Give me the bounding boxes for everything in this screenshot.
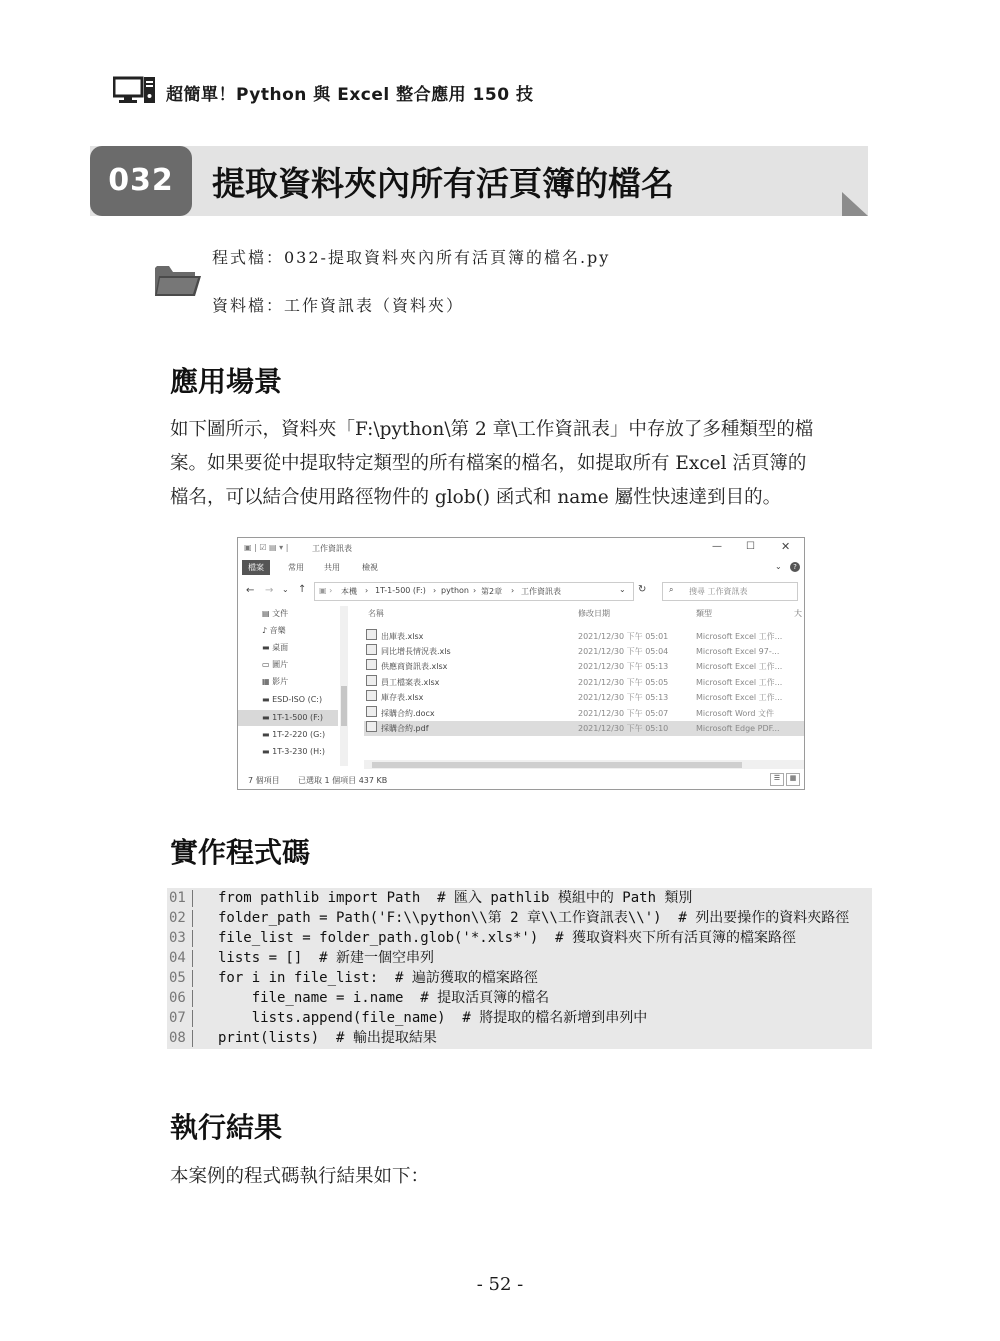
window-title: 工作資訊表: [312, 544, 352, 553]
scenario-heading: 應用場景: [170, 365, 283, 398]
scenario-line: 檔名，可以結合使用路徑物件的 glob() 函式和 name 屬性快速達到目的。: [170, 487, 782, 508]
address-dropdown-icon[interactable]: ⌄: [619, 585, 626, 594]
excel-file-icon: [366, 690, 377, 701]
explorer-window: [237, 537, 805, 790]
status-selection: 已選取 1 個項目 437 KB: [298, 776, 388, 785]
scenario-line: 案。如果要從中提取特定類型的所有檔案的檔名，如提取所有 Excel 活頁簿的: [170, 453, 807, 474]
details-view-icon[interactable]: ☰: [770, 773, 784, 786]
nav-item-videos[interactable]: ▦ 影片: [262, 677, 289, 686]
breadcrumb-item[interactable]: 本機: [341, 587, 357, 596]
close-icon[interactable]: ✕: [781, 540, 791, 553]
ribbon-expand-icon[interactable]: ⌄: [775, 562, 782, 571]
search-placeholder: 搜尋 工作資訊表: [689, 587, 748, 596]
data-file: 資料檔：工作資訊表（資料夾）: [212, 296, 465, 315]
tab-home[interactable]: 常用: [288, 563, 304, 572]
code-line: 02 folder_path = Path('F:\\python\\第 2 章\\工作資訊表\\') # 列出要操作的資料夾路徑: [169, 910, 850, 926]
forward-icon[interactable]: →: [265, 585, 274, 596]
code-line: 06 file_name = i.name # 提取活頁簿的檔名: [169, 990, 550, 1006]
page-number: - 52 -: [476, 1274, 524, 1295]
quick-access-toolbar[interactable]: ▣ | ☑ ▤ ▾ |: [244, 543, 289, 552]
file-row[interactable]: 供應商資訊表.xlsx 2021/12/30 下午 05:13 Microsoft Excel 工作...: [364, 659, 805, 674]
search-icon: ⌕: [669, 585, 674, 594]
program-file: 程式檔：032-提取資料夾內所有活頁簿的檔名.py: [212, 248, 611, 267]
search-box[interactable]: [662, 582, 798, 601]
section-title: 提取資料夾內所有活頁簿的檔名: [212, 164, 674, 203]
file-row-selected[interactable]: 採購合約.pdf 2021/12/30 下午 05:10 Microsoft Edge PDF...: [364, 721, 805, 736]
recent-icon[interactable]: ⌄: [282, 585, 289, 594]
column-type[interactable]: 類型: [696, 609, 712, 618]
code-heading: 實作程式碼: [170, 836, 311, 869]
file-row[interactable]: 採購合約.docx 2021/12/30 下午 05:07 Microsoft Word 文件: [364, 706, 805, 721]
section-number: 032: [90, 146, 192, 216]
nav-scrollbar[interactable]: [340, 606, 348, 766]
result-heading: 執行結果: [170, 1111, 283, 1144]
maximize-icon[interactable]: ☐: [746, 541, 755, 552]
large-icons-view-icon[interactable]: ▦: [786, 773, 800, 786]
tab-share[interactable]: 共用: [324, 563, 340, 572]
code-line: 01 from pathlib import Path # 匯入 pathlib 模組中的 Path 類別: [169, 890, 693, 906]
nav-item-documents[interactable]: ▤ 文件: [262, 609, 289, 618]
computer-icon: [113, 76, 157, 104]
code-line: 03 file_list = folder_path.glob('*.xls*') # 獲取資料夾下所有活頁簿的檔案路徑: [169, 930, 797, 946]
code-line: 08 print(lists) # 輸出提取結果: [169, 1030, 437, 1046]
nav-item-music[interactable]: ♪ 音樂: [262, 626, 286, 635]
tab-view[interactable]: 檢視: [362, 563, 378, 572]
file-row[interactable]: 出庫表.xlsx 2021/12/30 下午 05:01 Microsoft Excel 工作...: [364, 629, 805, 644]
code-line: 04 lists = [] # 新建一個空串列: [169, 950, 435, 966]
nav-item-desktop[interactable]: ▬ 桌面: [262, 643, 289, 652]
book-title: 超簡單！Python 與 Excel 整合應用 150 技: [166, 85, 534, 105]
minimize-icon[interactable]: —: [712, 541, 722, 552]
horizontal-scrollbar[interactable]: [364, 760, 804, 769]
status-item-count: 7 個項目: [248, 776, 280, 785]
nav-item-drive-h[interactable]: ▬ 1T-3-230 (H:): [262, 747, 325, 756]
file-row[interactable]: 庫存表.xlsx 2021/12/30 下午 05:13 Microsoft Excel 工作...: [364, 690, 805, 705]
section-banner: [90, 146, 868, 216]
breadcrumb-item[interactable]: 工作資訊表: [521, 587, 561, 596]
breadcrumb-item[interactable]: 1T-1-500 (F:): [375, 586, 426, 595]
excel-file-icon: [366, 675, 377, 686]
excel-file-icon: [366, 659, 377, 670]
nav-item-drive-g[interactable]: ▬ 1T-2-220 (G:): [262, 730, 326, 739]
nav-item-drive-f[interactable]: ▬ 1T-1-500 (F:): [238, 710, 338, 726]
breadcrumb-item[interactable]: 第2章: [481, 587, 503, 596]
excel-file-icon: [366, 629, 377, 640]
code-block: [167, 888, 872, 1049]
pdf-file-icon: [366, 721, 377, 732]
word-file-icon: [366, 706, 377, 717]
column-date[interactable]: 修改日期: [578, 609, 610, 618]
refresh-icon[interactable]: ↻: [638, 584, 647, 595]
column-size[interactable]: 大: [794, 609, 802, 618]
breadcrumb-item[interactable]: python: [441, 586, 469, 595]
scenario-paragraph: [170, 413, 870, 515]
scenario-line: 如下圖所示，資料夾「F:\python\第 2 章\工作資訊表」中存放了多種類型的檔: [170, 419, 814, 440]
column-name[interactable]: 名稱: [368, 609, 384, 618]
file-row[interactable]: 同比增長情況表.xls 2021/12/30 下午 05:04 Microsoft Excel 97-...: [364, 644, 805, 659]
up-icon[interactable]: ↑: [298, 584, 307, 595]
folder-icon: [153, 262, 203, 298]
help-icon[interactable]: ?: [790, 562, 800, 572]
address-bar[interactable]: ▣ › 本機 › 1T-1-500 (F:) › python › 第2章 › 工作資訊表 ⌄: [314, 582, 634, 601]
result-text: 本案例的程式碼執行結果如下：: [170, 1166, 430, 1187]
file-row[interactable]: 員工檔案表.xlsx 2021/12/30 下午 05:05 Microsoft Excel 工作...: [364, 675, 805, 690]
nav-item-drive-c[interactable]: ▬ ESD-ISO (C:): [262, 695, 323, 704]
tab-file[interactable]: 檔案: [242, 560, 270, 575]
nav-item-pictures[interactable]: ▭ 圖片: [262, 660, 289, 669]
excel-file-icon: [366, 644, 377, 655]
back-icon[interactable]: ←: [246, 585, 255, 596]
code-line: 07 lists.append(file_name) # 將提取的檔名新增到串列中: [169, 1010, 648, 1026]
code-line: 05 for i in file_list: # 遍訪獲取的檔案路徑: [169, 970, 538, 986]
